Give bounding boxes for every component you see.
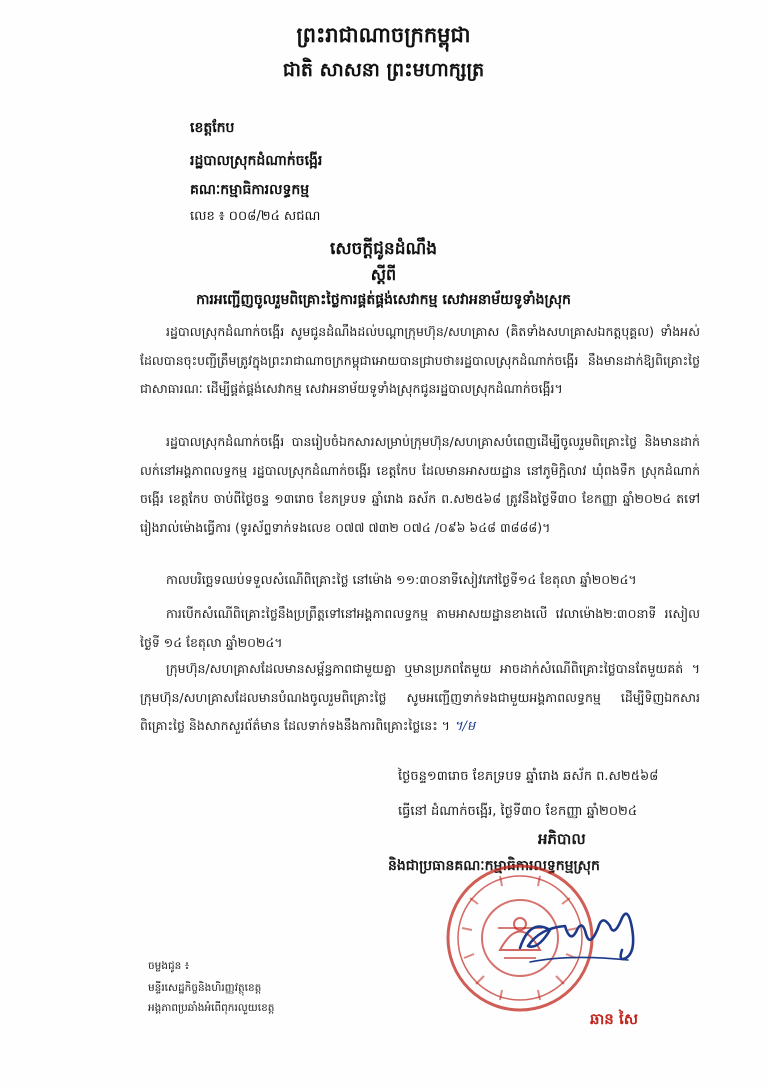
reference-number: លេខ ៖ ០០៨/២៤ សជណ xyxy=(190,209,321,224)
notice-about: ស្តីពី xyxy=(370,265,397,284)
place-and-date: ធ្វើនៅ ដំណាក់ចង្អើរ, ថ្ងៃទី៣០ ខែកញ្ញា ឆ្នាំ២០២៤ xyxy=(398,804,638,819)
national-motto: ជាតិ សាសនា ព្រះមហាក្សត្រ xyxy=(282,59,485,81)
body-paragraph-2: រដ្ឋបាលស្រុកដំណាក់ចង្អើរ បានរៀបចំឯកសារសម្រាប់ក្រុមហ៊ុន/សហគ្រាសបំពេញដើម្បីចូលរួមពិគ្រោះថ្លៃ និងមានដាក់លក់នៅអង្គភាពលទ្ធកម្ម រដ្ឋបាលស្រុកដំណាក់ចង្អើរ ខេត្តកែប ដែលមានអាសយដ្ឋាន នៅភូមិក្អិលាវ ឃុំពងទឹក ស្រុកដំណាក់ចង្អើរ ខេត្តកែប ចាប់ពីថ្ងៃចន្ទ ១៣រោច ខែភទ្របទ ឆ្នាំរោង ឆស័ក ព.ស២៥៦៨ ត្រូវនឹងថ្ងៃទី៣០ ខែកញ្ញា ឆ្នាំ២០២៤ តទៅរៀងរាល់ម៉ោងធ្វើការ (ទូរស័ព្ទទាក់ទងលេខ ០៧៧ ៧៣២ ០៧៤ /០៩៦ ៦៤៨ ៣៨៨៨)។ xyxy=(140,434,700,535)
signature-icon xyxy=(510,888,660,978)
lunar-date: ថ្ងៃចន្ទ១៣រោច ខែភទ្របទ ឆ្នាំរោង ឆស័ក ព.ស២៥៦៨ xyxy=(398,769,659,784)
body-paragraph-4: ការបើកសំណើពិគ្រោះថ្លៃនឹងប្រព្រឹត្តទៅនៅអង្គភាពលទ្ធកម្ម តាមអាសយដ្ឋានខាងលើ វេលាម៉ោង២:៣០នាទី រសៀល ថ្ងៃទី ១៤ ខែតុលា ឆ្នាំ២០២៤។ xyxy=(140,606,700,650)
cc-heading: ចម្លងជូន ៖ xyxy=(148,960,190,972)
notice-title: សេចក្តីជូនដំណឹង xyxy=(329,239,438,259)
sender-province: ខេត្តកែប xyxy=(190,120,235,136)
handwritten-initial: ។/ម xyxy=(453,719,476,734)
governor-role: និងជាប្រធានគណៈកម្មាធិការលទ្ធកម្មស្រុក xyxy=(388,858,600,874)
kingdom-heading: ព្រះរាជាណាចក្រកម្ពុជា xyxy=(296,23,471,47)
notice-subject: ការអញ្ជើញចូលរួមពិគ្រោះថ្លៃការផ្គត់ផ្គង់សេវាកម្ម សេវាអនាម័យទូទាំងស្រុក xyxy=(196,292,571,308)
sender-district-admin: រដ្ឋបាលស្រុកដំណាក់ចង្អើរ xyxy=(190,153,323,169)
body-paragraph-5 xyxy=(140,655,700,742)
cc-recipient-2: អង្គភាពប្រឆាំងអំពើពុករលួយខេត្ត xyxy=(148,1002,275,1014)
governor-title: អភិបាល xyxy=(538,830,586,848)
signer-name: ឆាន សៃ xyxy=(590,1010,639,1028)
body-paragraph-3: កាលបរិច្ឆេទឈប់ទទួលសំណើពិគ្រោះថ្លៃ នៅម៉ោង ១១:៣០នាទីសៀវភៅថ្ងៃទី១៤ ខែតុលា ឆ្នាំ២០២៤។ xyxy=(166,572,637,587)
body-paragraph-1: រដ្ឋបាលស្រុកដំណាក់ចង្អើរ សូមជូនដំណឹងដល់បណ្តាក្រុមហ៊ុន/សហគ្រាស (គិតទាំងសហគ្រាសឯកត្តបុគ្គល) ទាំងអស់ដែលបានចុះបញ្ជីត្រឹមត្រូវក្នុងព្រះរាជាណាចក្រកម្ពុជាអោយបានជ្រាបថា៖រដ្ឋបាលស្រុកដំណាក់ចង្អើរ នឹងមានដាក់ឱ្យពិគ្រោះថ្លៃជាសាធារណៈ ដើម្បីផ្គត់ផ្គង់សេវាកម្ម សេវាអនាម័យទូទាំងស្រុកជូនរដ្ឋបាលស្រុកដំណាក់ចង្អើរ។ xyxy=(140,324,700,396)
cc-recipient-1: មន្ទីរសេដ្ឋកិច្ចនិងហិរញ្ញវត្ថុខេត្ត xyxy=(148,982,262,994)
sender-committee: គណៈកម្មាធិការលទ្ធកម្ម xyxy=(190,182,310,198)
body-paragraph-5-text: ក្រុមហ៊ុន/សហគ្រាសដែលមានសម្ព័ន្ធភាពជាមួយគ្នា ឬមានប្រភពតែមួយ អាចដាក់សំណើពិគ្រោះថ្លៃបានតែមួយគត់ ។ ក្រុមហ៊ុន/សហគ្រាសដែលមានបំណងចូលរួមពិគ្រោះថ្លៃ សូមអញ្ជើញទាក់ទងជាមួយអង្គភាពលទ្ធកម្ម ដើម្បីទិញឯកសារពិគ្រោះថ្លៃ និងសាកសួរព័ត៌មាន ដែលទាក់ទងនឹងការពិគ្រោះថ្លៃនេះ ។ xyxy=(140,661,700,733)
